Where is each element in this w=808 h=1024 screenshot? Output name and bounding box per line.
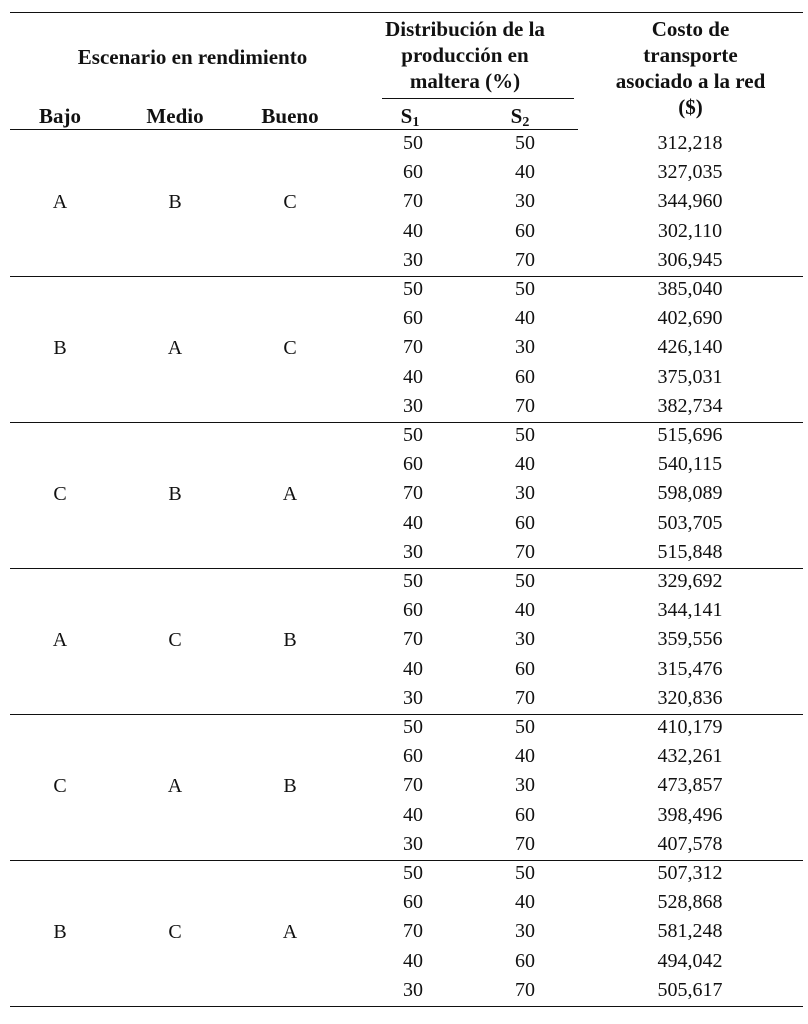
cell-s2: 40: [515, 599, 535, 622]
cell-cost: 344,141: [657, 599, 723, 622]
cell-s2: 50: [515, 132, 535, 154]
cell-cost: 398,496: [657, 803, 723, 826]
cell-s2: 30: [515, 482, 535, 505]
cell-cost: 382,734: [657, 394, 723, 417]
cell-s1: 60: [403, 745, 423, 768]
group-bajo-label: A: [52, 629, 68, 652]
cell-s2: 30: [515, 190, 535, 213]
cell-cost: 315,476: [657, 657, 723, 680]
cell-cost: 329,692: [657, 570, 723, 592]
cell-s2: 40: [515, 307, 535, 330]
cell-s1: 30: [403, 394, 423, 417]
header-escenario: Escenario en rendimiento: [77, 45, 308, 69]
cell-s1: 70: [403, 920, 423, 943]
cell-s1: 70: [403, 190, 423, 213]
cell-s2: 50: [515, 570, 535, 592]
cell-s1: 30: [403, 248, 423, 271]
cell-cost: 507,312: [657, 862, 723, 884]
cell-cost: 375,031: [657, 365, 723, 388]
header-s2-letter: S: [510, 104, 523, 128]
cell-s2: 70: [515, 248, 535, 271]
group-bueno-label: A: [282, 483, 298, 506]
cell-s2: 40: [515, 453, 535, 476]
cell-s1: 70: [403, 482, 423, 505]
cell-s2: 40: [515, 745, 535, 768]
header-distribucion-line1: Distribución de la: [385, 17, 545, 41]
cell-s1: 70: [403, 628, 423, 651]
group-bueno-label: B: [283, 629, 297, 652]
cell-s2: 30: [515, 628, 535, 651]
cell-s2: 70: [515, 832, 535, 855]
header-costo-line3: asociado a la red: [615, 69, 766, 93]
cell-cost: 306,945: [657, 248, 723, 271]
cell-s1: 50: [403, 278, 423, 300]
header-bottom-rule: [10, 129, 578, 130]
cell-s1: 40: [403, 365, 423, 388]
cell-s1: 60: [403, 161, 423, 184]
group-medio-label: B: [168, 191, 182, 214]
cell-s1: 60: [403, 453, 423, 476]
group-medio-label: A: [167, 337, 183, 360]
cell-s2: 30: [515, 920, 535, 943]
cell-s1: 50: [403, 424, 423, 446]
cell-cost: 473,857: [657, 774, 723, 797]
cell-cost: 327,035: [657, 161, 723, 184]
header-bajo: Bajo: [39, 104, 81, 128]
cell-s1: 40: [403, 803, 423, 826]
cell-s1: 40: [403, 219, 423, 242]
cell-cost: 581,248: [657, 920, 723, 943]
cell-cost: 344,960: [657, 190, 723, 213]
cell-cost: 410,179: [657, 716, 723, 738]
cell-s2: 70: [515, 978, 535, 1001]
top-rule: [10, 12, 803, 13]
cell-s2: 60: [515, 803, 535, 826]
group-bajo-label: B: [53, 337, 67, 360]
cell-s2: 60: [515, 657, 535, 680]
cell-s2: 60: [515, 511, 535, 534]
cell-s2: 70: [515, 540, 535, 563]
cell-cost: 540,115: [657, 453, 723, 476]
header-costo: [588, 16, 793, 120]
cell-s1: 70: [403, 774, 423, 797]
header-s2-subscript: 2: [522, 115, 530, 130]
header-bueno: Bueno: [261, 104, 319, 128]
cell-s1: 40: [403, 949, 423, 972]
cell-cost: 407,578: [657, 832, 723, 855]
cell-s2: 40: [515, 891, 535, 914]
cell-s2: 70: [515, 394, 535, 417]
cell-cost: 359,556: [657, 628, 723, 651]
cell-s2: 60: [515, 949, 535, 972]
cell-s1: 40: [403, 657, 423, 680]
header-s1-letter: S: [400, 104, 413, 128]
cell-cost: 528,868: [657, 891, 723, 914]
group-bueno-label: B: [283, 775, 297, 798]
group-bajo-label: B: [53, 921, 67, 944]
cell-cost: 432,261: [657, 745, 723, 768]
cell-cost: 503,705: [657, 511, 723, 534]
cell-cost: 302,110: [657, 219, 723, 242]
cell-s1: 30: [403, 978, 423, 1001]
group-bueno-label: C: [283, 337, 297, 360]
group-medio-label: A: [167, 775, 183, 798]
group-bueno-label: A: [282, 921, 298, 944]
header-costo-line4: ($): [678, 95, 703, 119]
header-distribucion-line3: maltera (%): [409, 69, 521, 93]
cell-s2: 70: [515, 686, 535, 709]
group-bajo-label: A: [52, 191, 68, 214]
cell-s1: 50: [403, 862, 423, 884]
cell-s2: 40: [515, 161, 535, 184]
header-costo-line1: Costo de: [651, 17, 730, 41]
header-distribucion: [360, 16, 570, 94]
cell-s1: 60: [403, 307, 423, 330]
cell-cost: 385,040: [657, 278, 723, 300]
cell-cost: 426,140: [657, 336, 723, 359]
cell-s1: 30: [403, 540, 423, 563]
group-medio-label: C: [168, 921, 182, 944]
header-distribucion-underline: [382, 98, 574, 99]
cell-cost: 598,089: [657, 482, 723, 505]
cell-cost: 402,690: [657, 307, 723, 330]
header-s1-subscript: 1: [412, 115, 420, 130]
group-bajo-label: C: [53, 775, 67, 798]
cell-s1: 60: [403, 599, 423, 622]
group-bajo-label: C: [53, 483, 67, 506]
cell-s1: 50: [403, 716, 423, 738]
cell-s2: 50: [515, 424, 535, 446]
cell-s2: 50: [515, 716, 535, 738]
group-medio-label: C: [168, 629, 182, 652]
cell-s2: 50: [515, 278, 535, 300]
header-distribucion-line2: producción en: [401, 43, 529, 67]
cell-s1: 30: [403, 686, 423, 709]
header-medio: Medio: [146, 104, 204, 128]
bottom-rule: [10, 1006, 803, 1007]
cell-s1: 70: [403, 336, 423, 359]
cell-s1: 40: [403, 511, 423, 534]
group-medio-label: B: [168, 483, 182, 506]
cell-cost: 515,696: [657, 424, 723, 446]
cell-s1: 30: [403, 832, 423, 855]
cell-cost: 312,218: [657, 132, 723, 154]
group-bueno-label: C: [283, 191, 297, 214]
cell-s1: 50: [403, 132, 423, 154]
cell-cost: 320,836: [657, 686, 723, 709]
cell-s1: 50: [403, 570, 423, 592]
cell-s2: 30: [515, 774, 535, 797]
cell-s2: 30: [515, 336, 535, 359]
cell-s1: 60: [403, 891, 423, 914]
cell-s2: 50: [515, 862, 535, 884]
cell-cost: 494,042: [657, 949, 723, 972]
cell-cost: 515,848: [657, 540, 723, 563]
cell-s2: 60: [515, 365, 535, 388]
cell-s2: 60: [515, 219, 535, 242]
header-costo-line2: transporte: [643, 43, 738, 67]
cell-cost: 505,617: [657, 978, 723, 1001]
